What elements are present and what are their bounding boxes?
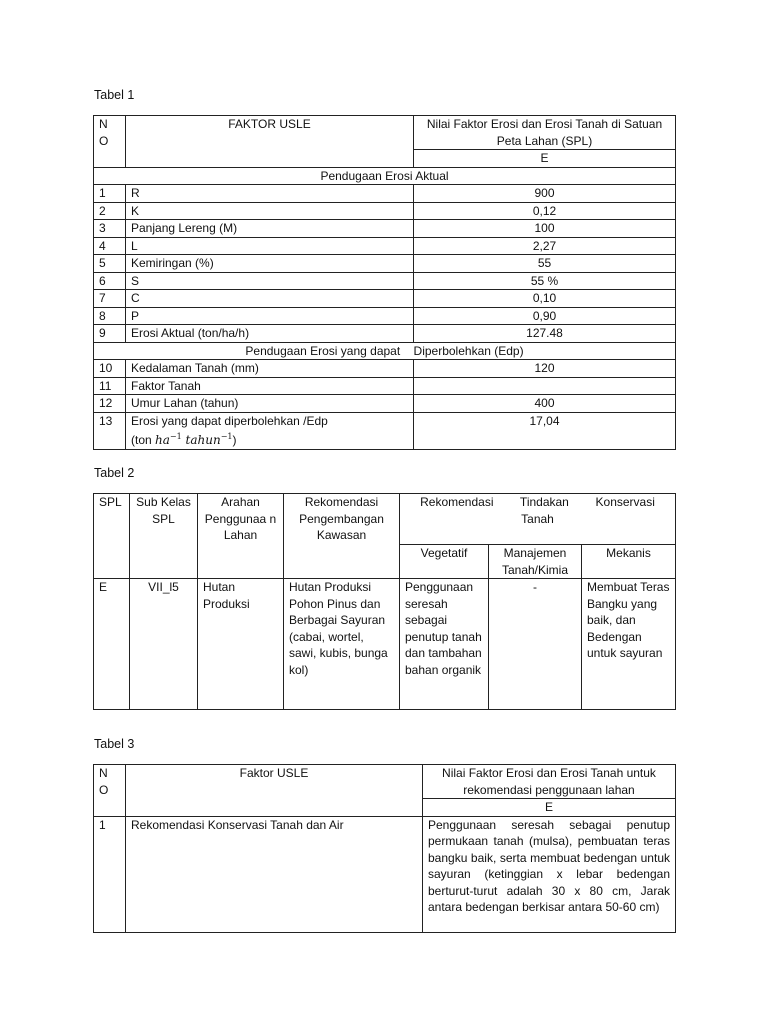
table-row [94, 395, 676, 413]
t1-faktor: Kedalaman Tanah (mm) [126, 360, 414, 378]
t1-faktor: K [126, 202, 414, 220]
t1-section-aktual: Pendugaan Erosi Aktual [94, 167, 676, 185]
t1-faktor: Panjang Lereng (M) [126, 220, 414, 238]
t1-header-spl: E [414, 150, 676, 168]
table-row [94, 255, 676, 273]
t1-no: 13 [94, 412, 126, 449]
t1-faktor: P [126, 307, 414, 325]
t3-nilai: Penggunaan seresah sebagai penutup permukaan tanah (mulsa), pembuatan teras bangku baik, serta membuat bedengan untuk sayuran (ketinggian x lebar bedengan berturut-turut adalah 30 x 80 cm, Jarak antara bedengan berkisar antara 50-60 cm) [423, 816, 676, 932]
t3-faktor: Rekomendasi Konservasi Tanah dan Air [126, 816, 423, 932]
t1-nilai: 100 [414, 220, 676, 238]
tabel-1-caption: Tabel 1 [94, 88, 135, 102]
table-row [94, 377, 676, 395]
t2-header-rekomendasi: Rekomendasi Pengembangan Kawasan [284, 494, 400, 579]
t2-manajemen: - [489, 579, 582, 710]
t1-no: 5 [94, 255, 126, 273]
tabel-2-caption: Tabel 2 [94, 466, 135, 480]
t2-header-manajemen: Manajemen Tanah/Kimia [489, 545, 582, 579]
t2-mekanis: Membuat Teras Bangku yang baik, dan Bedengan untuk sayuran [582, 579, 676, 710]
t1-header-nilai: Nilai Faktor Erosi dan Erosi Tanah di Satuan Peta Lahan (SPL) [414, 116, 676, 150]
unit-exponent: −1 [169, 432, 182, 441]
unit-text: ) [232, 433, 237, 447]
t1-faktor: Faktor Tanah [126, 377, 414, 395]
t1-faktor: L [126, 237, 414, 255]
t1-nilai: 17,04 [414, 412, 676, 449]
t1-no: 12 [94, 395, 126, 413]
t1-no: 11 [94, 377, 126, 395]
tabel-3-caption: Tabel 3 [94, 737, 135, 751]
table-row [94, 307, 676, 325]
t1-header-faktor: FAKTOR USLE [126, 116, 414, 168]
table-row [94, 816, 676, 932]
t1-faktor: Umur Lahan (tahun) [126, 395, 414, 413]
t1-no: 3 [94, 220, 126, 238]
t1-no: 4 [94, 237, 126, 255]
t1-faktor: R [126, 185, 414, 203]
t1-nilai: 0,10 [414, 290, 676, 308]
table-row [94, 220, 676, 238]
t2-header-vegetatif: Vegetatif [400, 545, 489, 579]
t1-nilai: 55 [414, 255, 676, 273]
t1-nilai: 2,27 [414, 237, 676, 255]
table-row [94, 237, 676, 255]
t2-spl: E [94, 579, 130, 710]
t1-no: 1 [94, 185, 126, 203]
table-row [94, 579, 676, 710]
tabel-2 [93, 493, 676, 710]
t1-no: 2 [94, 202, 126, 220]
t2-rekomendasi: Hutan Produksi Pohon Pinus dan Berbagai Sayuran (cabai, wortel, sawi, kubis, bunga kol) [284, 579, 400, 710]
table-row [94, 202, 676, 220]
t1-no: 10 [94, 360, 126, 378]
t1-nilai: 900 [414, 185, 676, 203]
t1-faktor-edp [126, 412, 414, 449]
t1-nilai: 0,12 [414, 202, 676, 220]
t1-faktor: S [126, 272, 414, 290]
unit-tahun-symbol: tahun [181, 433, 221, 447]
unit-text: (ton [131, 433, 156, 447]
t1-nilai: 127.48 [414, 325, 676, 343]
t2-sub-kelas: VII_l5 [130, 579, 198, 710]
unit-ha [155, 433, 232, 447]
t2-header-arahan: Arahan Penggunaa n Lahan [198, 494, 284, 579]
t2-header-sub-kelas: Sub Kelas SPL [130, 494, 198, 579]
unit-ha-symbol: ha [155, 433, 170, 447]
t3-no: 1 [94, 816, 126, 932]
t1-nilai: 400 [414, 395, 676, 413]
t3-header-spl: E [423, 799, 676, 817]
tabel-3 [93, 764, 676, 933]
t1-no: 9 [94, 325, 126, 343]
t1-faktor: C [126, 290, 414, 308]
t1-nilai [414, 377, 676, 395]
t2-vegetatif: Penggunaan seresah sebagai penutup tanah dan tambahan bahan organik [400, 579, 489, 710]
t3-header-no: N O [94, 765, 126, 817]
t1-faktor: Erosi Aktual (ton/ha/h) [126, 325, 414, 343]
t1-edp-unit [131, 429, 408, 449]
t1-no: 8 [94, 307, 126, 325]
t1-header-no: N O [94, 116, 126, 168]
tabel-1 [93, 115, 676, 450]
table-row [94, 360, 676, 378]
t1-nilai: 0,90 [414, 307, 676, 325]
t3-header-faktor: Faktor USLE [126, 765, 423, 817]
t2-header-konservasi: Rekomendasi Tindakan Konservasi Tanah [400, 494, 676, 545]
table-row [94, 272, 676, 290]
t1-nilai: 55 % [414, 272, 676, 290]
t2-header-mekanis: Mekanis [582, 545, 676, 579]
t1-nilai: 120 [414, 360, 676, 378]
t1-faktor: Kemiringan (%) [126, 255, 414, 273]
t2-arahan: Hutan Produksi [198, 579, 284, 710]
t1-no: 7 [94, 290, 126, 308]
table-row [94, 185, 676, 203]
t1-section-edp: Pendugaan Erosi yang dapat Diperbolehkan (Edp) [94, 342, 676, 360]
unit-exponent: −1 [220, 432, 233, 441]
t3-header-nilai: Nilai Faktor Erosi dan Erosi Tanah untuk rekomendasi penggunaan lahan [423, 765, 676, 799]
t2-header-spl: SPL [94, 494, 130, 579]
t1-no: 6 [94, 272, 126, 290]
table-row [94, 290, 676, 308]
table-row [94, 412, 676, 449]
table-row [94, 325, 676, 343]
t1-faktor: Erosi yang dapat diperbolehkan /Edp [131, 413, 328, 428]
